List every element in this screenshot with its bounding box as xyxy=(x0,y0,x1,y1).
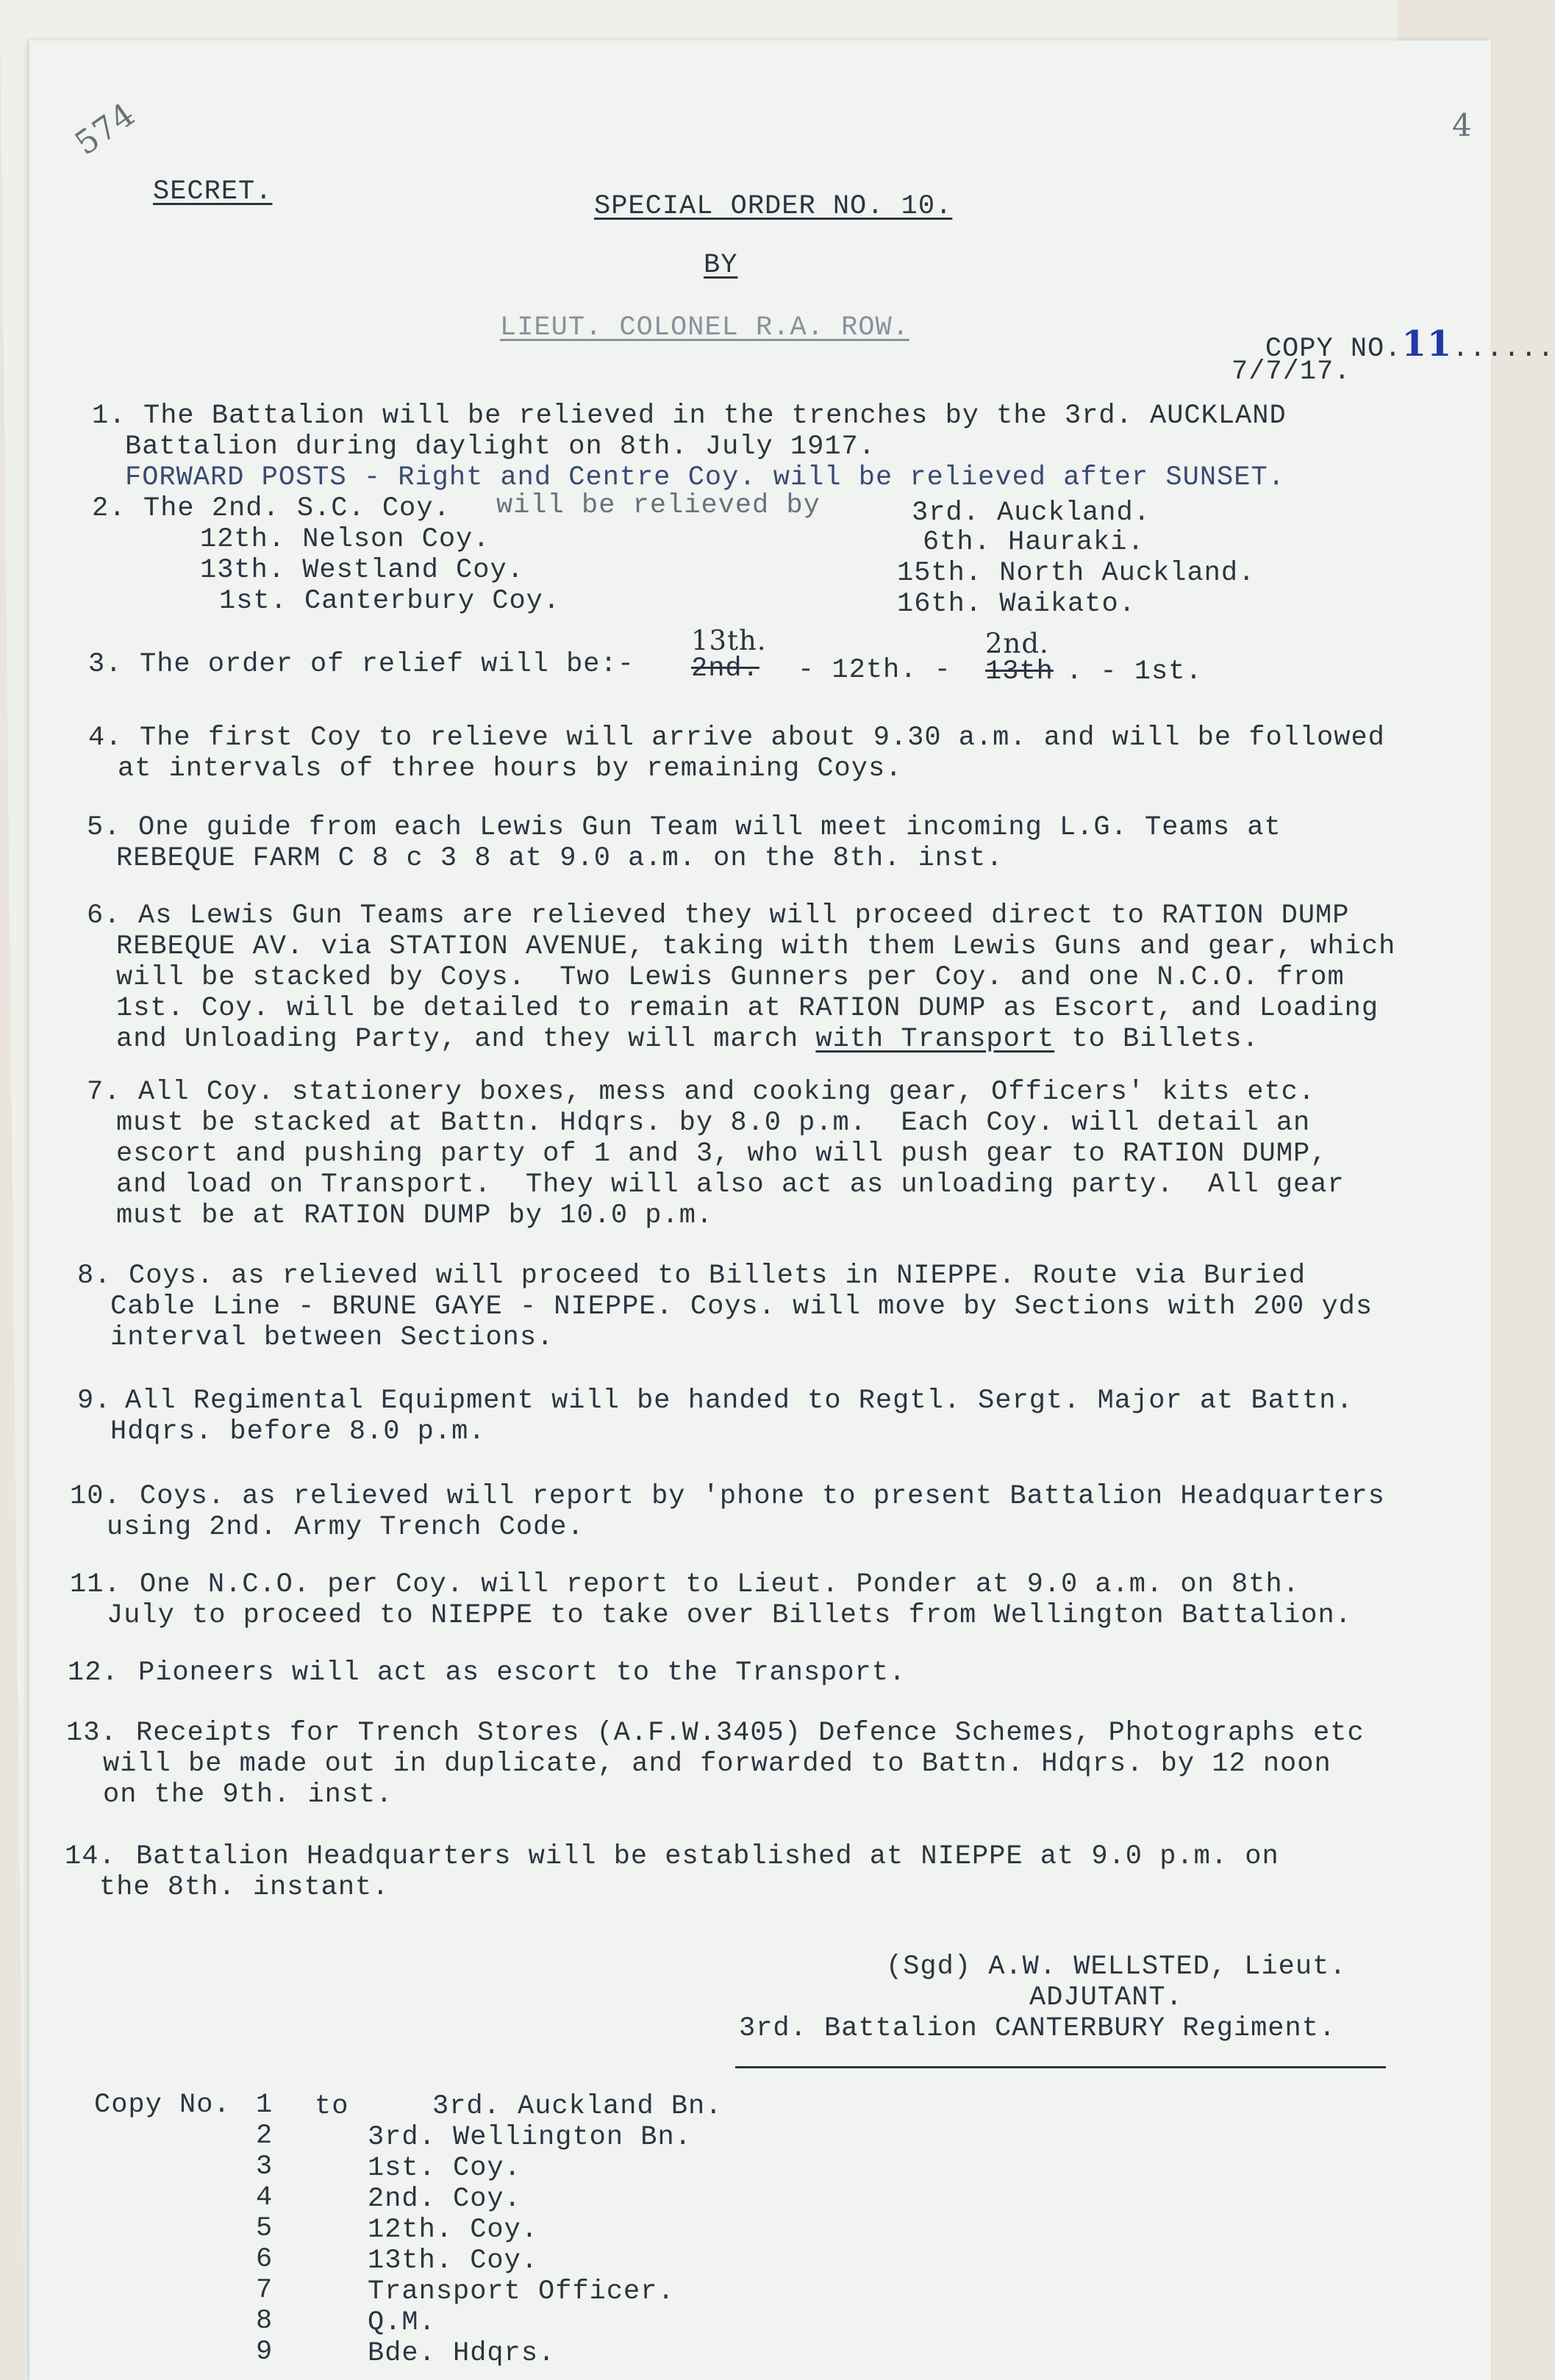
struck-text: 13th xyxy=(985,656,1054,687)
copy-item-number: 5 xyxy=(256,2213,274,2244)
copy-dots: ...... xyxy=(1452,334,1555,365)
copy-item-destination: 1st. Coy. xyxy=(368,2153,521,2184)
para-line xyxy=(116,1024,1259,1055)
document-page xyxy=(29,40,1555,2380)
relief-from: 1st. Canterbury Coy. xyxy=(219,586,561,617)
para-number: 8. xyxy=(77,1261,112,1291)
handwritten-correction: 2nd. xyxy=(985,628,1049,659)
copy-item-destination: 2nd. Coy. xyxy=(368,2184,521,2215)
signature-name: (Sgd) A.W. WELLSTED, Lieut. xyxy=(886,1951,1347,1982)
para-line: will be made out in duplicate, and forwarded to Battn. Hdqrs. by 12 noon xyxy=(103,1749,1331,1779)
para-line: REBEQUE AV. via STATION AVENUE, taking with them Lewis Guns and gear, which xyxy=(116,931,1396,962)
para-line: must be stacked at Battn. Hdqrs. by 8.0 p.m. Each Coy. will detail an xyxy=(116,1108,1311,1139)
para-line: on the 9th. inst. xyxy=(103,1779,393,1810)
signature-unit: 3rd. Battalion CANTERBURY Regiment. xyxy=(739,2013,1337,2044)
relief-order-mid: - 12th. - xyxy=(798,655,951,686)
para-line: the 8th. instant. xyxy=(99,1872,390,1903)
para-number: 7. xyxy=(87,1077,121,1108)
distribution-to: to xyxy=(315,2091,349,2122)
copy-item-destination: Transport Officer. xyxy=(368,2276,675,2307)
para-line: Hdqrs. before 8.0 p.m. xyxy=(110,1416,486,1447)
para-number: 12. xyxy=(68,1657,119,1688)
relief-from: 13th. Westland Coy. xyxy=(200,555,524,586)
para-line: at intervals of three hours by remaining Coys. xyxy=(118,753,903,784)
para-number: 6. xyxy=(87,900,121,931)
para-number: 14. xyxy=(65,1841,116,1872)
forward-posts-addendum: FORWARD POSTS - Right and Centre Coy. will be relieved after SUNSET. xyxy=(125,462,1285,493)
relief-from: 12th. Nelson Coy. xyxy=(200,524,490,555)
para-line: The Battalion will be relieved in the trenches by the 3rd. AUCKLAND xyxy=(143,401,1287,431)
para-line: will be stacked by Coys. Two Lewis Gunners per Coy. and one N.C.O. from xyxy=(116,962,1345,993)
para-line: One N.C.O. per Coy. will report to Lieut. Ponder at 9.0 a.m. on 8th. xyxy=(140,1569,1300,1600)
relief-to: 16th. Waikato. xyxy=(897,589,1136,620)
copy-item-number: 6 xyxy=(256,2244,274,2275)
relief-from: The 2nd. S.C. Coy. xyxy=(143,493,451,524)
para-line: The first Coy to relieve will arrive about 9.30 a.m. and will be followed xyxy=(140,723,1385,753)
para-text: to Billets. xyxy=(1054,1024,1259,1055)
para-line: using 2nd. Army Trench Code. xyxy=(107,1512,585,1543)
signature-rank: ADJUTANT. xyxy=(1029,1982,1183,2013)
copy-item-number: 8 xyxy=(256,2306,274,2337)
para-line: Battalion Headquarters will be established at NIEPPE at 9.0 p.m. on xyxy=(136,1841,1279,1872)
relief-order-text: The order of relief will be:- xyxy=(140,649,634,680)
copy-item-destination: 13th. Coy. xyxy=(368,2245,539,2276)
copy-item-number: 7 xyxy=(256,2275,274,2306)
para-number: 4. xyxy=(88,723,123,753)
relief-to: 6th. Hauraki. xyxy=(923,527,1145,558)
copy-item-number: 9 xyxy=(256,2337,274,2368)
para-text: and Unloading Party, and they will march xyxy=(116,1024,816,1055)
para-line: One guide from each Lewis Gun Team will meet incoming L.G. Teams at xyxy=(138,812,1281,843)
para-line: interval between Sections. xyxy=(110,1322,554,1353)
para-line: Pioneers will act as escort to the Transport. xyxy=(138,1657,907,1688)
relief-to: 3rd. Auckland. xyxy=(912,498,1151,528)
para-line: Receipts for Trench Stores (A.F.W.3405) Defence Schemes, Photographs etc xyxy=(136,1718,1365,1749)
para-number: 3. xyxy=(88,649,123,680)
para-line: REBEQUE FARM C 8 c 3 8 at 9.0 a.m. on the 8th. inst. xyxy=(116,843,1004,874)
order-by: BY xyxy=(704,250,738,281)
para-line: must be at RATION DUMP by 10.0 p.m. xyxy=(116,1200,714,1231)
para-line: All Coy. stationery boxes, mess and cooking gear, Officers' kits etc. xyxy=(138,1077,1316,1108)
para-number: 13. xyxy=(66,1718,118,1749)
underlined-phrase: with Transport xyxy=(815,1024,1055,1055)
para-number: 5. xyxy=(87,812,121,843)
para-line: July to proceed to NIEPPE to take over Billets from Wellington Battalion. xyxy=(107,1600,1352,1631)
copy-item-destination: Bde. Hdqrs. xyxy=(368,2338,556,2369)
copy-item-destination: 3rd. Wellington Bn. xyxy=(368,2122,692,2153)
relief-order-end: . - 1st. xyxy=(1066,656,1203,687)
para-number: 11. xyxy=(70,1569,121,1600)
para-number: 10. xyxy=(70,1481,121,1512)
para-number: 2. xyxy=(92,493,126,524)
order-date: 7/7/17. xyxy=(1232,356,1351,387)
copy-item-destination: Q.M. xyxy=(368,2307,436,2338)
para-line: Coys. as relieved will report by 'phone to present Battalion Headquarters xyxy=(140,1481,1385,1512)
para-line: Battalion during daylight on 8th. July 1917. xyxy=(125,431,876,462)
para-line: Coys. as relieved will proceed to Billets in NIEPPE. Route via Buried xyxy=(129,1261,1306,1291)
relief-verb: will be relieved by xyxy=(496,490,821,521)
para-number: 9. xyxy=(77,1386,112,1416)
copy-item-number: 1 xyxy=(256,2090,274,2121)
para-line: As Lewis Gun Teams are relieved they will proceed direct to RATION DUMP xyxy=(138,900,1350,931)
para-line: 1st. Coy. will be detailed to remain at RATION DUMP as Escort, and Loading xyxy=(116,993,1379,1024)
copy-number-handwritten: 11 xyxy=(1401,323,1453,365)
struck-text: 2nd. xyxy=(691,653,759,684)
copy-item-number: 3 xyxy=(256,2151,274,2182)
distribution-label: Copy No. xyxy=(94,2090,231,2121)
handwritten-correction: 13th. xyxy=(691,625,767,656)
para-line: Cable Line - BRUNE GAYE - NIEPPE. Coys. will move by Sections with 200 yds xyxy=(110,1291,1373,1322)
relief-to: 15th. North Auckland. xyxy=(897,558,1256,589)
para-line: and load on Transport. They will also act as unloading party. All gear xyxy=(116,1169,1345,1200)
para-number: 1. xyxy=(92,401,126,431)
signature-rule xyxy=(735,2066,1386,2068)
classification-label: SECRET. xyxy=(153,176,273,207)
copy-item-destination: 12th. Coy. xyxy=(368,2215,539,2245)
copy-item-destination: 3rd. Auckland Bn. xyxy=(432,2091,723,2122)
para-line: All Regimental Equipment will be handed to Regtl. Sergt. Major at Battn. xyxy=(125,1386,1354,1416)
order-title: SPECIAL ORDER NO. 10. xyxy=(594,191,953,222)
copy-label: COPY NO. xyxy=(1265,334,1402,365)
order-author: LIEUT. COLONEL R.A. ROW. xyxy=(500,312,909,343)
copy-item-number: 2 xyxy=(256,2121,274,2151)
copy-item-number: 4 xyxy=(256,2182,274,2213)
page-number: 4 xyxy=(1452,107,1473,143)
margin-handwritten-number: 574 xyxy=(68,95,143,163)
para-line: escort and pushing party of 1 and 3, who will push gear to RATION DUMP, xyxy=(116,1139,1328,1169)
